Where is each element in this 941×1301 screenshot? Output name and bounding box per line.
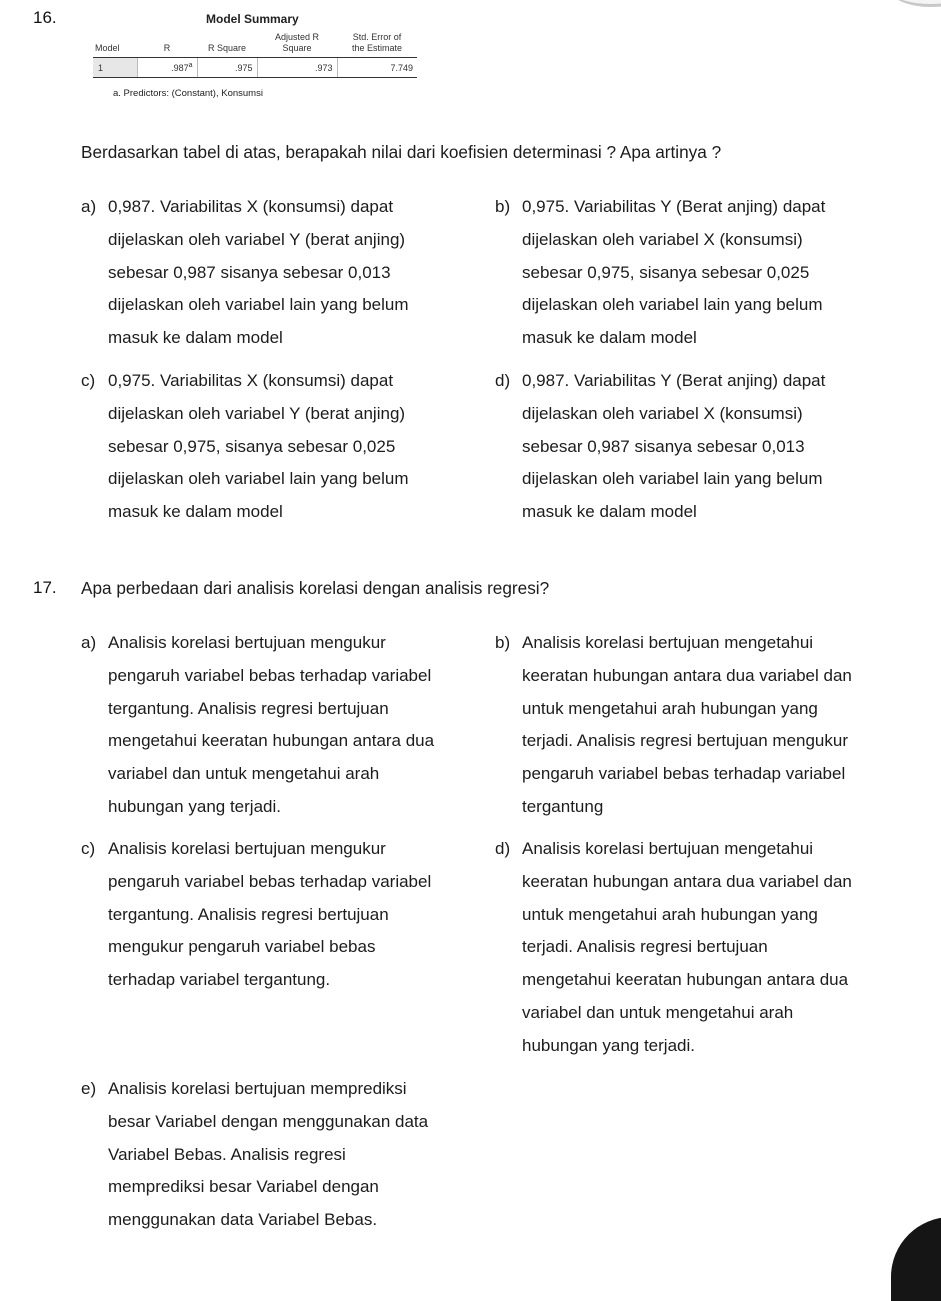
option-line: Variabel Bebas. Analisis regresi	[108, 1144, 346, 1164]
header-adjusted-r-square: Adjusted R Square	[257, 32, 337, 58]
option-line: hubungan yang terjadi.	[522, 1035, 695, 1055]
option-line: keeratan hubungan antara dua variabel dan	[522, 871, 852, 891]
option-line: dijelaskan oleh variabel lain yang belum	[522, 469, 823, 489]
option-line: 0,975. Variabilitas X (konsumsi) dapat	[108, 371, 394, 390]
cell-model: 1	[93, 58, 137, 78]
option-line: dijelaskan oleh variabel Y (berat anjing)	[108, 229, 406, 249]
header-std-error: Std. Error of the Estimate	[337, 32, 417, 58]
option-line: pengaruh variabel bebas terhadap variabel	[108, 665, 432, 685]
option-line: hubungan yang terjadi.	[108, 796, 281, 816]
option-line: memprediksi besar Variabel dengan	[108, 1177, 379, 1197]
model-summary-table	[93, 32, 417, 78]
option-line: dijelaskan oleh variabel lain yang belum	[522, 295, 823, 315]
option-line: masuk ke dalam model	[108, 328, 283, 348]
option-line: Analisis korelasi bertujuan mengukur	[108, 633, 386, 652]
option-letter: a)	[81, 633, 97, 652]
option-letter: e)	[81, 1079, 97, 1098]
option-line: pengaruh variabel bebas terhadap variabel	[522, 764, 846, 784]
option-line: menggunakan data Variabel Bebas.	[108, 1210, 378, 1230]
table-header-row	[93, 32, 417, 58]
option-letter: c)	[81, 371, 96, 390]
question-16-text: Berdasarkan tabel di atas, berapakah nilai dari koefisien determinasi ? Apa artinya ?	[81, 142, 722, 162]
option-line: Analisis korelasi bertujuan mengetahui	[522, 633, 814, 652]
option-line: masuk ke dalam model	[522, 502, 697, 522]
cell-std-error: 7.749	[337, 58, 417, 78]
table-footnote: a. Predictors: (Constant), Konsumsi	[113, 88, 263, 99]
option-line: dijelaskan oleh variabel Y (berat anjing)	[108, 403, 406, 423]
cell-r: .987$^a$	[137, 58, 197, 78]
option-line: variabel dan untuk mengetahui arah	[522, 1002, 794, 1022]
option-line: sebesar 0,975, sisanya sebesar 0,025	[108, 436, 396, 456]
option-line: dijelaskan oleh variabel X (konsumsi)	[522, 229, 803, 249]
option-line: tergantung. Analisis regresi bertujuan	[108, 698, 389, 718]
option-line: Analisis korelasi bertujuan mengetahui	[522, 839, 814, 858]
option-line: terjadi. Analisis regresi bertujuan mengukur	[522, 731, 849, 751]
option-line: terhadap variabel tergantung.	[108, 970, 331, 990]
option-line: sebesar 0,987 sisanya sebesar 0,013	[108, 262, 391, 282]
option-line: tergantung	[522, 796, 604, 816]
cell-adjusted-r-square: .973	[257, 58, 337, 78]
model-summary-title: Model Summary	[206, 12, 299, 26]
option-line: 0,987. Variabilitas Y (Berat anjing) dapat	[522, 371, 826, 390]
option-line: dijelaskan oleh variabel lain yang belum	[108, 469, 409, 489]
option-letter: c)	[81, 839, 96, 858]
table-row	[93, 58, 417, 78]
option-letter: b)	[495, 197, 511, 216]
header-r-square: R Square	[197, 32, 257, 58]
option-line: variabel dan untuk mengetahui arah	[108, 764, 380, 784]
option-line: 0,975. Variabilitas Y (Berat anjing) dapat	[522, 197, 826, 216]
option-line: terjadi. Analisis regresi bertujuan	[522, 937, 768, 957]
option-line: mengetahui keeratan hubungan antara dua	[522, 970, 849, 990]
page-corner-shadow	[891, 1217, 941, 1301]
page-corner-decoration	[891, 0, 941, 7]
option-line: untuk mengetahui arah hubungan yang	[522, 904, 818, 924]
cell-r-square: .975	[197, 58, 257, 78]
option-line: mengetahui keeratan hubungan antara dua	[108, 731, 435, 751]
option-line: sebesar 0,987 sisanya sebesar 0,013	[522, 436, 805, 456]
option-line: besar Variabel dengan menggunakan data	[108, 1111, 429, 1131]
option-letter: b)	[495, 633, 511, 652]
option-line: Analisis korelasi bertujuan mengukur	[108, 839, 386, 858]
question-17-number: 17.	[33, 578, 57, 597]
option-line: pengaruh variabel bebas terhadap variabel	[108, 871, 432, 891]
option-line: masuk ke dalam model	[108, 502, 283, 522]
question-16-number: 16.	[33, 8, 57, 27]
option-line: dijelaskan oleh variabel X (konsumsi)	[522, 403, 803, 423]
header-r: R	[137, 32, 197, 58]
option-letter: a)	[81, 197, 97, 216]
header-model: Model	[93, 32, 137, 58]
option-letter: d)	[495, 839, 511, 858]
option-line: Analisis korelasi bertujuan memprediksi	[108, 1079, 407, 1098]
option-line: untuk mengetahui arah hubungan yang	[522, 698, 818, 718]
option-line: dijelaskan oleh variabel lain yang belum	[108, 295, 409, 315]
option-line: 0,987. Variabilitas X (konsumsi) dapat	[108, 197, 394, 216]
question-17-text: Apa perbedaan dari analisis korelasi dengan analisis regresi?	[81, 578, 550, 598]
option-line: mengukur pengaruh variabel bebas	[108, 937, 376, 957]
option-line: sebesar 0,975, sisanya sebesar 0,025	[522, 262, 810, 282]
option-line: masuk ke dalam model	[522, 328, 697, 348]
option-letter: d)	[495, 371, 511, 390]
option-line: keeratan hubungan antara dua variabel dan	[522, 665, 852, 685]
option-line: tergantung. Analisis regresi bertujuan	[108, 904, 389, 924]
